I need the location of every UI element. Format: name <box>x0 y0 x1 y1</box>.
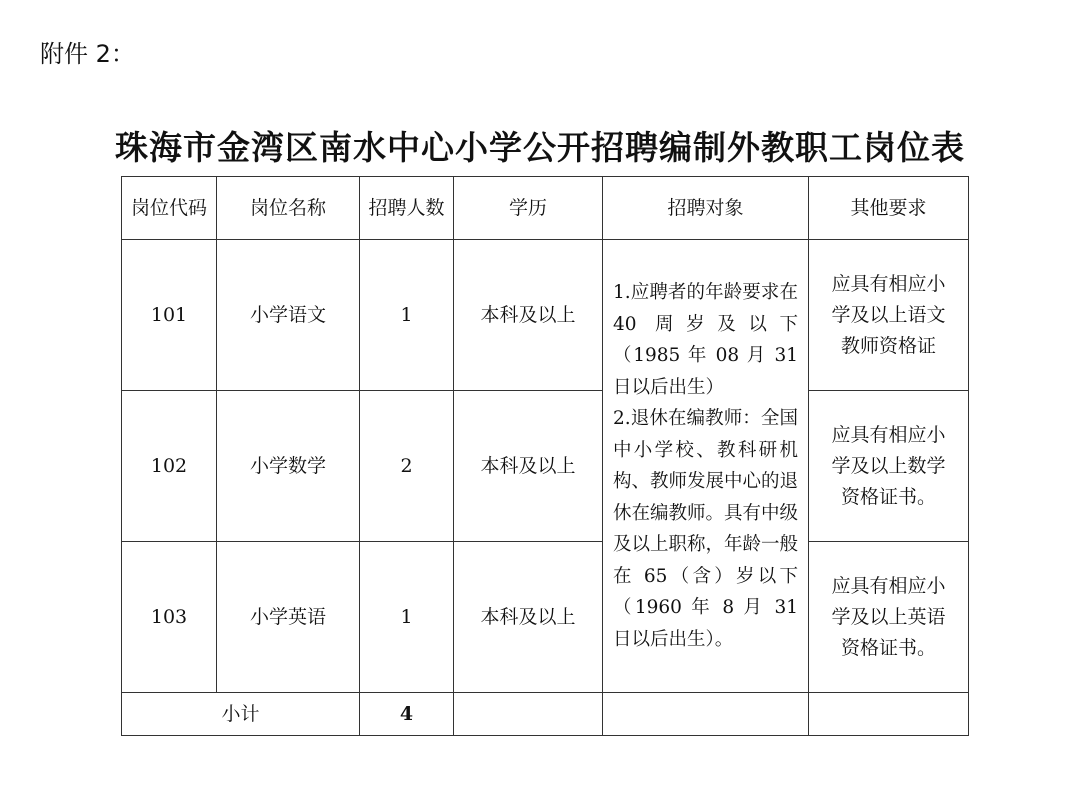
table-row <box>122 542 969 693</box>
cell-name: 小学数学 <box>217 391 360 542</box>
position-table <box>121 176 969 736</box>
header-target: 招聘对象 <box>603 177 809 240</box>
cell-code: 103 <box>122 542 217 693</box>
header-other: 其他要求 <box>809 177 969 240</box>
cell-education: 本科及以上 <box>454 391 603 542</box>
cell-education: 本科及以上 <box>454 542 603 693</box>
total-count: 4 <box>360 693 454 736</box>
cell-name: 小学语文 <box>217 240 360 391</box>
attachment-label: 附件 2： <box>40 40 135 68</box>
total-label: 小计 <box>122 693 360 736</box>
cell-count: 1 <box>360 542 454 693</box>
cell-education: 本科及以上 <box>454 240 603 391</box>
header-name: 岗位名称 <box>217 177 360 240</box>
cell-code: 101 <box>122 240 217 391</box>
header-education: 学历 <box>454 177 603 240</box>
cell-other: 应具有相应小学及以上数学资格证书。 <box>809 391 969 542</box>
total-empty-cell <box>603 693 809 736</box>
cell-other: 应具有相应小学及以上英语资格证书。 <box>809 542 969 693</box>
cell-name: 小学英语 <box>217 542 360 693</box>
table-row <box>122 240 969 391</box>
total-empty-cell <box>809 693 969 736</box>
cell-count: 1 <box>360 240 454 391</box>
header-count: 招聘人数 <box>360 177 454 240</box>
table-row <box>122 391 969 542</box>
cell-target: 1.应聘者的年龄要求在 40 周岁及以下（1985 年 08 月 31 日以后出生） 2.退休在编教师：全国中小学校、教科研机构、教师发展中心的退休在编教师。具有中级及以上职称，年龄一般在 65（含）岁以下（1960 年 8 月 31 日以后出生）。 <box>603 240 809 693</box>
cell-count: 2 <box>360 391 454 542</box>
page-title: 珠海市金湾区南水中心小学公开招聘编制外教职工岗位表 <box>115 128 965 167</box>
total-empty-cell <box>454 693 603 736</box>
cell-code: 102 <box>122 391 217 542</box>
total-row <box>122 693 969 736</box>
header-code: 岗位代码 <box>122 177 217 240</box>
table-header-row <box>122 177 969 240</box>
cell-other: 应具有相应小学及以上语文教师资格证 <box>809 240 969 391</box>
